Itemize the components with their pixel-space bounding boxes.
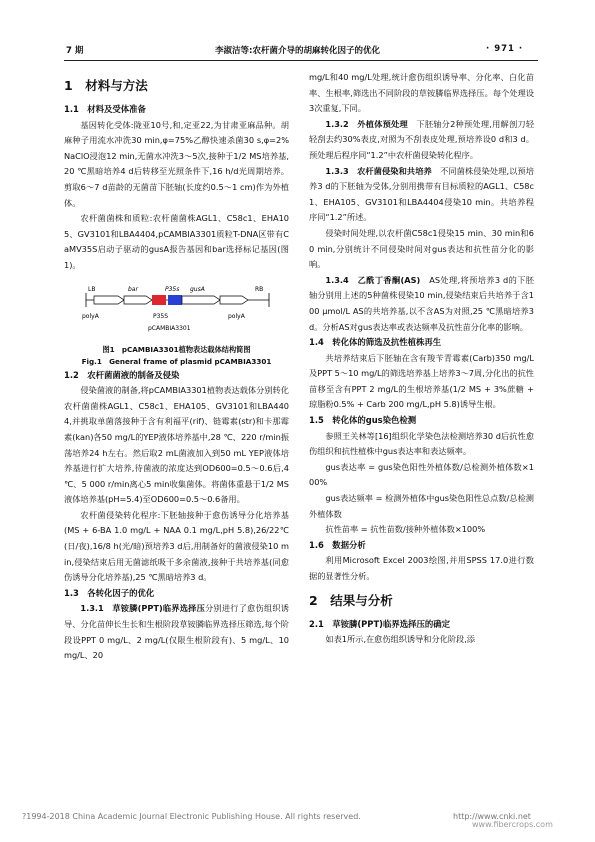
heading-1-3-4: 1.3.4 乙酰丁香酮(AS) — [325, 274, 421, 285]
figure-1 — [64, 278, 289, 342]
polyA-left-box — [94, 296, 124, 304]
bar-gene-box — [124, 296, 152, 304]
para-1-1-strains: 农杆菌菌株和质粒:农杆菌菌株AGL1、C58c1、EHA105、GV3101和LBA4404,pCAMBIA3301质粒T-DNA区带有CaMV35S启动子驱动的gusA报告基因和bar选择标记基因(图1)。 — [64, 213, 289, 270]
p35s-bottom-label: P35S — [153, 312, 169, 320]
left-column — [64, 70, 289, 785]
section-2-title: 2 结果与分析 — [309, 592, 393, 608]
gusA-gene-box — [182, 296, 220, 304]
cnki-link[interactable]: http://www.cnki.net — [453, 812, 531, 821]
heading-1-3-3: 1.3.3 农杆菌侵染和共培养 — [325, 165, 432, 176]
heading-1-3-2: 1.3.2 外植体预处理 — [325, 118, 408, 129]
text-1-3-1: 分别进行了愈伤组织诱导、分化苗伸长生长和生根阶段草铵膦临界选择压筛选,每个阶段设PPT 0 mg/L、2 mg/L(仅限生根阶段有)、5 mg/L、10 mg/L、20 — [64, 603, 289, 661]
para-1-1-receptor: 基因转化受体:陇亚10号,和,定亚22,为甘肃亚麻品种。胡麻种子用流水冲洗30 min,φ=75%乙醇快速杀菌30 s,φ=2% NaClO浸泡12 min,无菌水冲洗3～5次,接种于1/2 MS培养基,20 ℃黑暗培养4 d后转移至光照条件下,16 h/d光周期培养。剪取6～7 d苗龄的无菌苗下胚轴(长度约0.5～1 cm)作为外植体。 — [64, 119, 289, 208]
heading-1-3-1: 1.3.1 草铵膦(PPT)临界选择压 — [80, 603, 206, 614]
text-1-3-3: 不同菌株侵染处理,以预培养3 d的下胚轴为受体,分别用携带有目标质粒的AGL1、C58c1、EHA105、GV3101和LBA4404侵染10 min。共培养程序同“1.2”所述。 — [309, 165, 534, 223]
para-1-3-1 — [64, 601, 289, 663]
bar-label: bar — [128, 285, 138, 293]
text-1-3-4: AS处理,将预培养3 d的下胚轴分别用上述的5种菌株侵染10 min,侵染结束后共培养于含100 μmol/L AS的共培养基,以不含AS为对照,25 ℃黑暗培养3 d。分析AS对gus表达率或表达频率及抗性苗分化率的影响。 — [309, 274, 534, 332]
watermark-text: www.fibercrops.com — [472, 820, 553, 829]
formula-resistant-rate: 抗性苗率 = 抗性苗数/接种外植体数×100% — [325, 524, 486, 535]
para-1-6: 利用Microsoft Excel 2003绘图,并用SPSS 17.0进行数据的显著性分析。 — [309, 555, 534, 581]
page-number: · 971 · — [486, 44, 524, 54]
section-1-title: 1 材料与方法 — [64, 78, 148, 93]
text-1-3-2: 下胚轴分2种预处理,用解剖刀轻轻刮去约30%表皮,对照为不刮表皮处理,预培养设0 d和3 d。预处理后程序同“1.2”中农杆菌侵染转化程序。 — [309, 118, 534, 160]
p35s-top-label: P35s — [165, 285, 180, 293]
right-column — [309, 70, 534, 785]
heading-1-1: 1.1 材料及受体准备 — [64, 104, 146, 114]
para-1-2-preparation: 侵染菌液的制备,将pCAMBIA3301植物表达载体分别转化农杆菌菌株AGL1、C58c1、EHA105、GV3101和LBA4404,并挑取单菌落接种于含有利福平(rif)、链霉素(str)和卡那霉素(kan)各50 mg/L的YEP液体培养基中,28 ℃、220 r/min振荡培养24 h左右。然后取2 mL菌液加入到50 mL YEP液体培养基进行扩大培养,待菌液的浓度达到OD600=0.5～0.6后,4 ℃、5 000 r/min离心5 min收集菌体。将菌体重悬于1/2 MS液体培养基(pH=5.4)至OD600=0.5～0.6备用。 — [64, 385, 289, 505]
issue-number: 7 期 — [66, 46, 84, 56]
figure-1-caption-en: Fig.1 General frame of plasmid pCAMBIA3301 — [81, 356, 272, 366]
plasmid-diagram — [64, 278, 289, 342]
figure-1-caption-cn: 图1 pCAMBIA3301植物表达载体结构简图 — [102, 344, 251, 354]
polyA-right-label: polyA — [228, 312, 245, 320]
running-title: 李淑洁等:农杆菌介导的胡麻转化因子的优化 — [215, 46, 380, 56]
p35s-red-block — [152, 295, 166, 305]
heading-1-6: 1.6 数据分析 — [309, 539, 366, 550]
heading-2-1: 2.1 草铵膦(PPT)临界选择压的确定 — [309, 618, 450, 629]
para-1-3-2 — [309, 117, 534, 164]
p35s-blue-block — [168, 295, 182, 305]
para-1-3-1-continued: mg/L和40 mg/L处理,统计愈伤组织诱导率、分化率、白化苗率、生根率,筛选出不同阶段的草铵膦临界选择压。每个处理设3次重复,下同。 — [309, 72, 534, 114]
para-2-1: 如表1所示,在愈伤组织诱导和分化阶段,添 — [325, 634, 475, 645]
polyA-right-box — [220, 296, 248, 304]
heading-1-5: 1.5 转化体的gus染色检测 — [309, 415, 417, 426]
formula-gus-rate: gus表达率 = gus染色阳性外植体数/总检测外植体数×100% — [309, 461, 534, 488]
para-1-3-3-time: 侵染时间处理,以农杆菌C58c1侵染15 min、30 min和60 min,分别统计不同侵染时间对gus表达和抗性苗分化的影响。 — [309, 227, 534, 270]
header-rule — [64, 60, 538, 61]
rb-label: RB — [255, 285, 264, 293]
para-1-3-4 — [309, 273, 534, 335]
polyA-left-label: polyA — [82, 312, 99, 320]
lb-label: LB — [88, 285, 96, 293]
para-1-5: 参照王关林等[16]组织化学染色法检测培养30 d后抗性愈伤组织和抗性植株中gus表达率和表达频率。 — [309, 430, 534, 457]
plasmid-name-label: pCAMBIA3301 — [148, 324, 191, 332]
copyright-notice: ?1994-2018 China Academic Journal Electronic Publishing House. All rights reserved. — [22, 812, 361, 821]
gusA-label: gusA — [190, 285, 205, 293]
heading-1-3: 1.3 各转化因子的优化 — [64, 587, 155, 598]
para-1-4: 共培养结束后下胚轴在含有羧苄青霉素(Carb)350 mg/L及PPT 5～10 mg/L的筛选培养基上培养3～7周,分化出的抗性苗移至含有PPT 2 mg/L的生根培养基(1/2 MS + 3%蔗糖 + 琼脂粉0.5% + Carb 200 mg/L,pH 5.8)诱导生根。 — [309, 352, 534, 410]
para-1-2-procedure: 农杆菌侵染转化程序:下胚轴接种于愈伤诱导分化培养基(MS + 6-BA 1.0 mg/L + NAA 0.1 mg/L,pH 5.8),26/22℃(日/夜),16/8 h(光/暗)预培养3 d后,用制备好的菌液侵染10 min,侵染结束后用无菌滤纸吸干多余菌液,接种于共培养基(同愈伤诱导分化培养基),25 ℃黑暗培养3 d。 — [64, 509, 289, 583]
heading-1-4: 1.4 转化体的筛选及抗性植株再生 — [309, 337, 442, 348]
formula-gus-frequency: gus表达频率 = 检测外植体中gus染色阳性总点数/总检测外植体数 — [309, 493, 534, 519]
para-1-3-3 — [309, 164, 534, 226]
heading-1-2: 1.2 农杆菌菌液的制备及侵染 — [64, 369, 180, 380]
